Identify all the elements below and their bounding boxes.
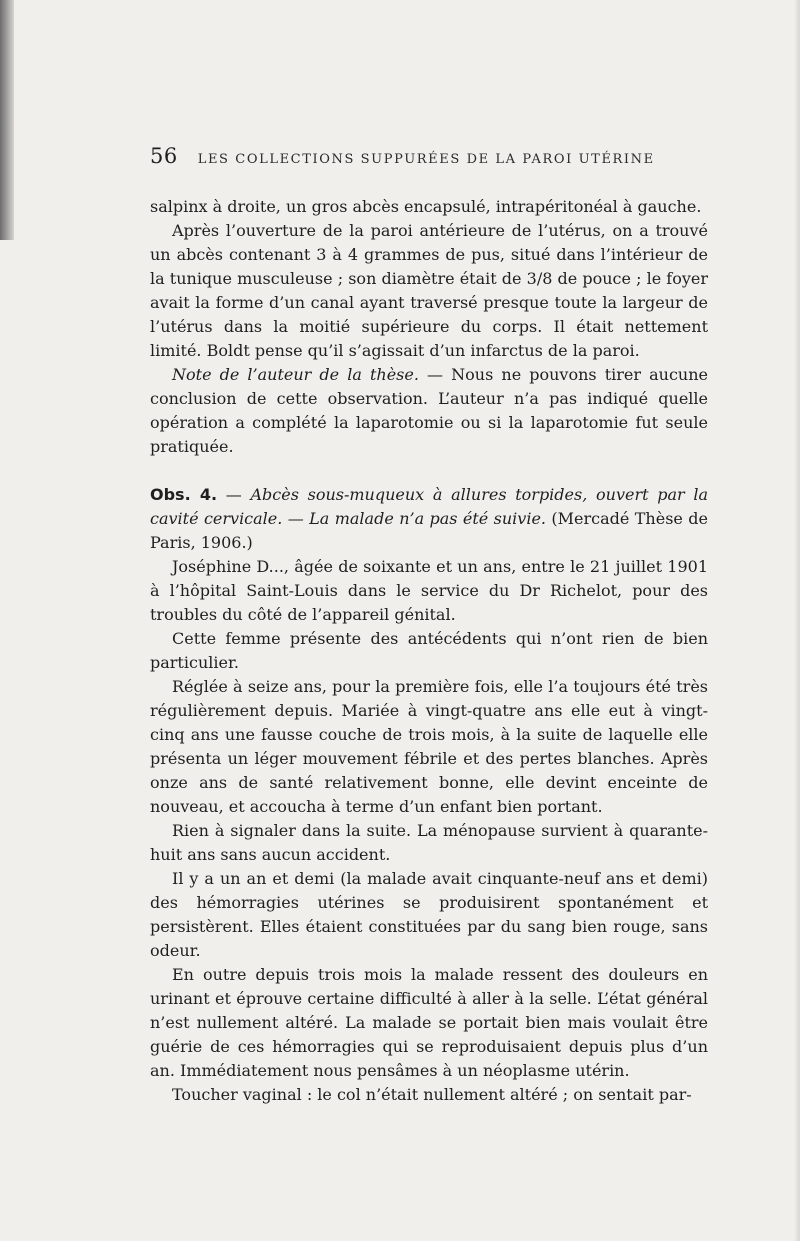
paragraph: Réglée à seize ans, pour la première fois, elle l’a toujours été très régulièrement depuis. Mariée à vingt-quatre ans elle eut à vingt-cinq ans une fausse couche de trois mois, à la suite de laquelle elle présenta un léger mouvement fébrile et des pertes blanches. Après onze ans de santé relativement bonne, elle devint enceinte de nouveau, et accoucha à terme d’un enfant bien portant.: [150, 677, 708, 816]
observation-heading: [150, 483, 708, 555]
observation-title: Abcès sous-muqueux à allures torpides, ouvert par la cavité cervicale. — La malade n’a pas été suivie.: [150, 485, 709, 528]
paragraph: En outre depuis trois mois la malade ressent des douleurs en urinant et éprouve certaine difficulté à aller à la selle. L’état général n’est nullement altéré. La malade se portait bien mais voulait être guérie de ces hémorragies qui se reproduisaient depuis plus d’un an. Immédiatement nous pensâmes à un néoplasme utérin.: [150, 965, 708, 1080]
paragraph: Après l’ouverture de la paroi antérieure de l’utérus, on a trouvé un abcès contenant 3 à 4 grammes de pus, situé dans l’intérieur de la tunique musculeuse ; son diamètre était de 3/8 de pouce ; le foyer avait la forme d’un canal ayant traversé presque toute la largeur de l’utérus dans la moitié supérieure du corps. Il était nettement limité. Boldt pense qu’il s’agissait d’un infarctus de la paroi.: [150, 221, 708, 360]
paragraph: Toucher vaginal : le col n’était nullement altéré ; on sentait par-: [172, 1085, 692, 1104]
author-note-label: Note de l’auteur de la thèse.: [172, 365, 419, 384]
observation-source: (Mercadé Thèse de Paris, 1906.): [150, 509, 708, 552]
page-edge: [794, 0, 800, 1241]
paragraph: Il y a un an et demi (la malade avait cinquante-neuf ans et demi) des hémorragies utérines se produisirent spontanément et persistèrent. Elles étaient constituées par du sang bien rouge, sans odeur.: [150, 869, 708, 960]
observation-label: Obs. 4.: [150, 485, 218, 504]
page-number: 56: [150, 144, 178, 168]
page-header: [150, 144, 710, 168]
paragraph: Cette femme présente des antécédents qui n’ont rien de bien particulier.: [150, 629, 708, 672]
running-title: LES COLLECTIONS SUPPURÉES DE LA PAROI UTÉRINE: [197, 152, 655, 167]
paragraph: salpinx à droite, un gros abcès encapsulé, intrapéritonéal à gauche.: [150, 197, 702, 216]
body-text: [150, 195, 708, 1107]
paragraph: Rien à signaler dans la suite. La ménopause survient à quarante-huit ans sans aucun accident.: [150, 821, 708, 864]
author-note: [150, 363, 708, 459]
author-note-text: — Nous ne pouvons tirer aucune conclusion de cette observation. L’auteur n’a pas indiqué quelle opération a complété la laparotomie ou si la laparotomie fut seule pratiquée.: [150, 365, 709, 456]
observation-dash: —: [217, 485, 251, 504]
paragraph: Joséphine D..., âgée de soixante et un ans, entre le 21 juillet 1901 à l’hôpital Saint-Louis dans le service du Dr Richelot, pour des troubles du côté de l’appareil génital.: [150, 557, 708, 624]
binding-shadow: [0, 0, 14, 240]
